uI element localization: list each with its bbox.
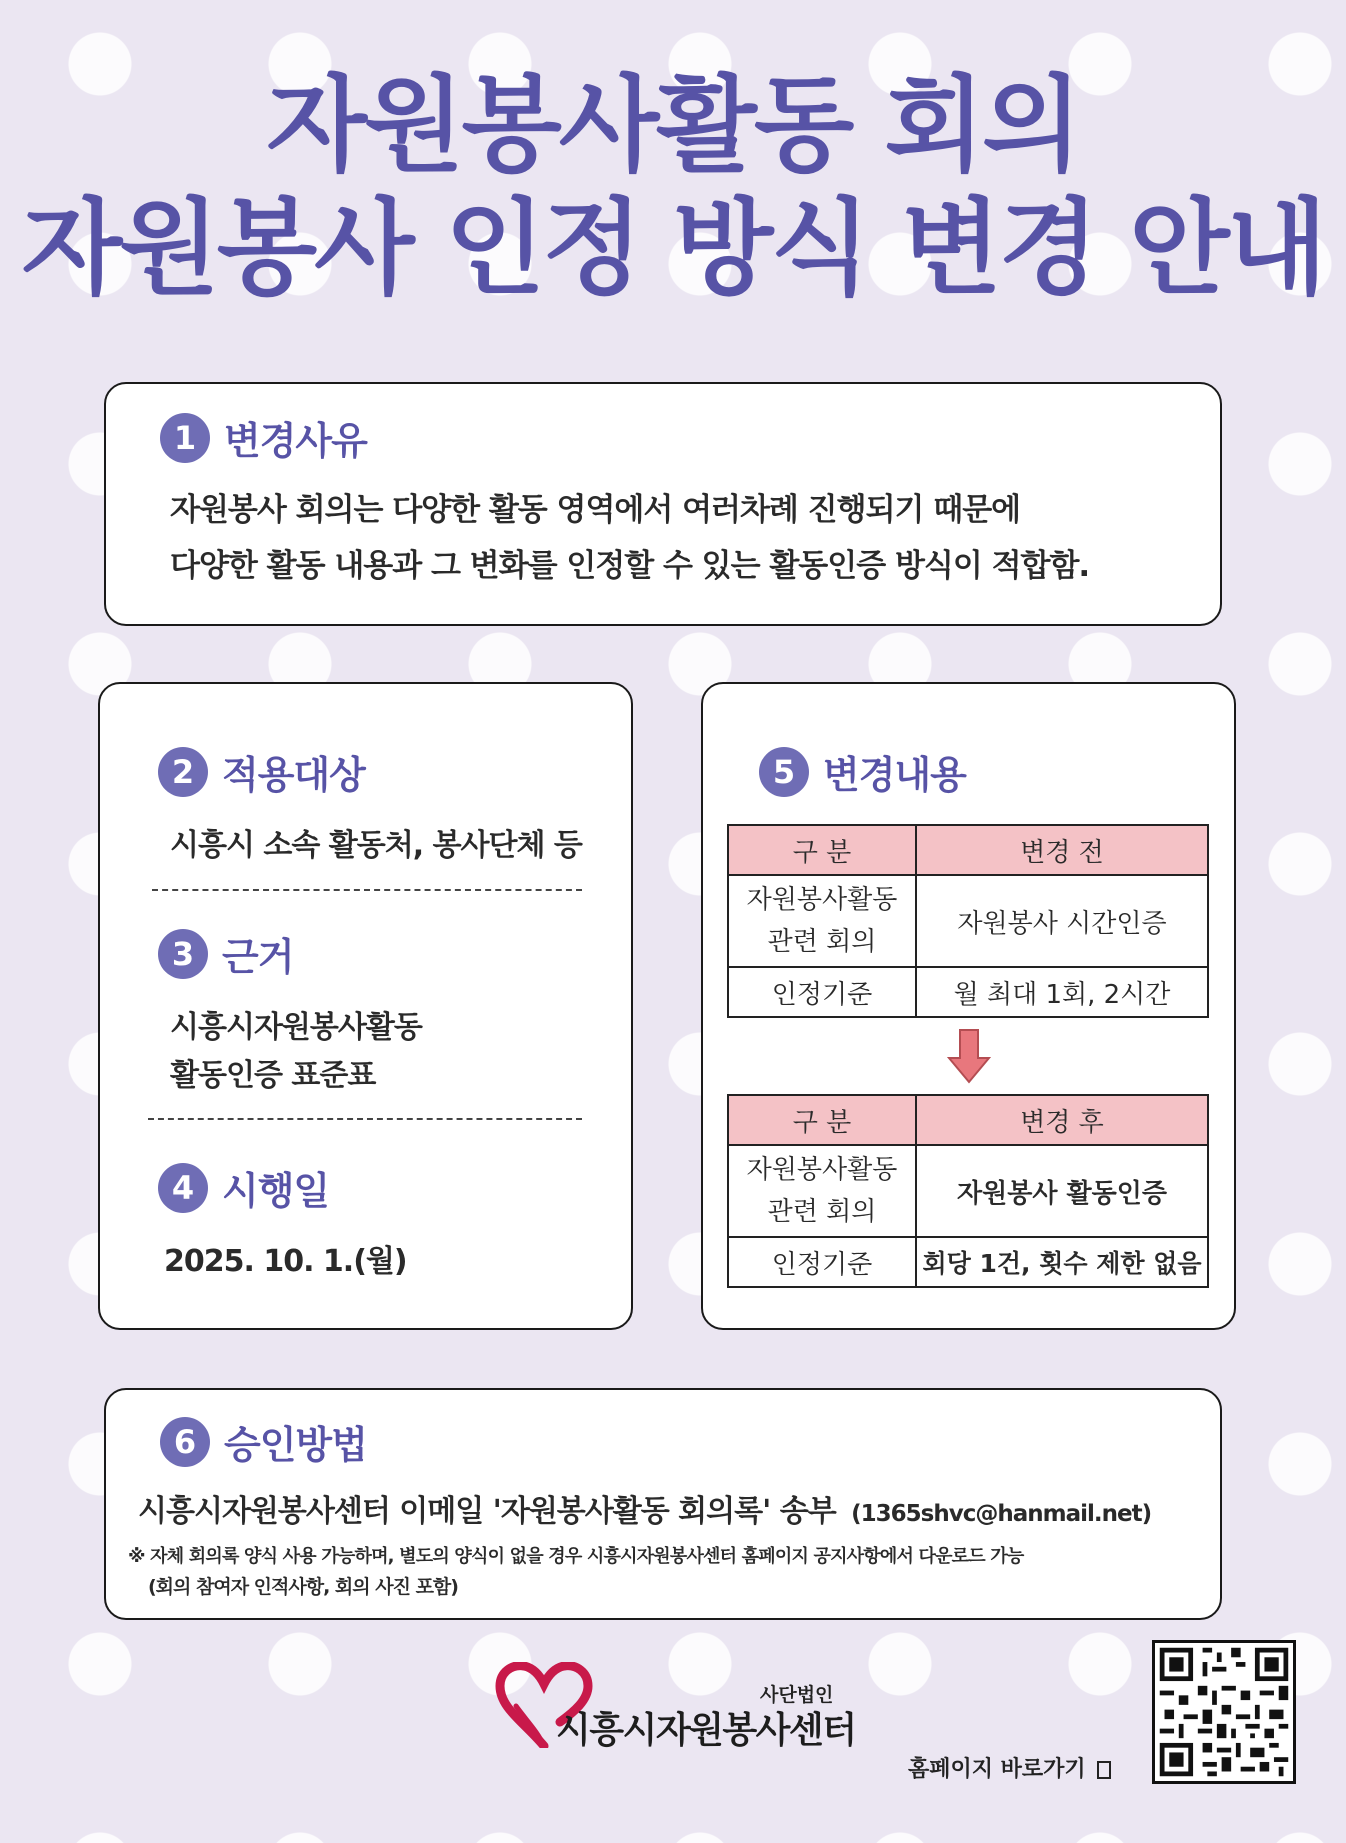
effective-heading: 시행일	[222, 1169, 330, 1213]
changes-header	[759, 744, 966, 799]
down-arrow-icon	[947, 1028, 991, 1084]
row-label: 인정기준	[728, 967, 916, 1017]
target-header	[158, 744, 365, 799]
row-value: 회당 1건, 횟수 제한 없음	[916, 1237, 1208, 1287]
row-label-line: 관련 회의	[767, 927, 877, 957]
row-label	[728, 875, 916, 967]
basis-header	[158, 926, 293, 981]
row-label: 인정기준	[728, 1237, 916, 1287]
row-label-line: 자원봉사활동	[746, 1155, 898, 1185]
row-label-line: 관련 회의	[767, 1197, 877, 1227]
basis-heading: 근거	[222, 935, 294, 979]
qr-code-icon[interactable]	[1152, 1640, 1296, 1784]
column-header: 구 분	[728, 825, 916, 875]
approval-email: (1365shvc@hanmail.net)	[851, 1501, 1152, 1527]
section-number-badge: 6	[160, 1417, 210, 1467]
table-row	[728, 967, 1208, 1017]
section-number-badge: 3	[158, 929, 208, 979]
effective-header	[158, 1160, 329, 1215]
row-label	[728, 1145, 916, 1237]
pointer-icon	[1097, 1761, 1111, 1779]
row-label-line: 자원봉사활동	[746, 885, 898, 915]
approval-note-line2: (회의 참여자 인적사항, 회의 사진 포함)	[148, 1576, 458, 1598]
org-name: 시흥시자원봉사센터	[556, 1710, 856, 1751]
org-prefix: 사단법인	[760, 1684, 834, 1706]
changes-heading: 변경내용	[823, 753, 966, 797]
info-card	[98, 682, 633, 1330]
column-header: 변경 후	[916, 1095, 1208, 1145]
divider	[152, 889, 582, 891]
approval-heading: 승인방법	[224, 1423, 367, 1467]
reason-card	[104, 382, 1222, 626]
qr-code-pattern	[1155, 1643, 1293, 1781]
effective-date: 2025. 10. 1.(월)	[164, 1244, 407, 1279]
homepage-link-label: 홈페이지 바로가기	[908, 1757, 1086, 1782]
approval-header	[160, 1414, 367, 1469]
table-row	[728, 1145, 1208, 1237]
page-title-line1: 자원봉사활동 회의	[266, 64, 1080, 186]
table-row	[728, 1237, 1208, 1287]
after-table	[727, 1094, 1209, 1288]
reason-heading: 변경사유	[224, 419, 367, 463]
column-header: 구 분	[728, 1095, 916, 1145]
row-value: 월 최대 1회, 2시간	[916, 967, 1208, 1017]
target-text: 시흥시 소속 활동처, 봉사단체 등	[170, 828, 582, 863]
section-number-badge: 4	[158, 1163, 208, 1213]
homepage-link[interactable]	[908, 1752, 1111, 1783]
target-heading: 적용대상	[222, 753, 365, 797]
divider	[148, 1118, 582, 1120]
basis-text-line2: 활동인증 표준표	[170, 1058, 376, 1093]
approval-card	[104, 1388, 1222, 1620]
reason-text-line2: 다양한 활동 내용과 그 변화를 인정할 수 있는 활동인증 방식이 적합함.	[170, 548, 1090, 584]
reason-text-line1: 자원봉사 회의는 다양한 활동 영역에서 여러차례 진행되기 때문에	[170, 492, 1021, 528]
table-row	[728, 875, 1208, 967]
basis-text-line1: 시흥시자원봉사활동	[170, 1010, 422, 1045]
approval-main: 시흥시자원봉사센터 이메일 '자원봉사활동 회의록' 송부	[138, 1494, 836, 1529]
table-header-row	[728, 825, 1208, 875]
reason-header	[160, 410, 367, 465]
approval-text	[138, 1486, 1151, 1530]
row-value: 자원봉사 활동인증	[916, 1145, 1208, 1237]
before-table	[727, 824, 1209, 1018]
approval-note-line1: ※ 자체 회의록 양식 사용 가능하며, 별도의 양식이 없을 경우 시흥시자원봉사센터 홈페이지 공지사항에서 다운로드 가능	[128, 1546, 1024, 1567]
section-number-badge: 1	[160, 413, 210, 463]
table-header-row	[728, 1095, 1208, 1145]
column-header: 변경 전	[916, 825, 1208, 875]
section-number-badge: 2	[158, 747, 208, 797]
page-title-line2: 자원봉사 인정 방식 변경 안내	[21, 187, 1325, 309]
changes-card	[701, 682, 1236, 1330]
section-number-badge: 5	[759, 747, 809, 797]
row-value: 자원봉사 시간인증	[916, 875, 1208, 967]
